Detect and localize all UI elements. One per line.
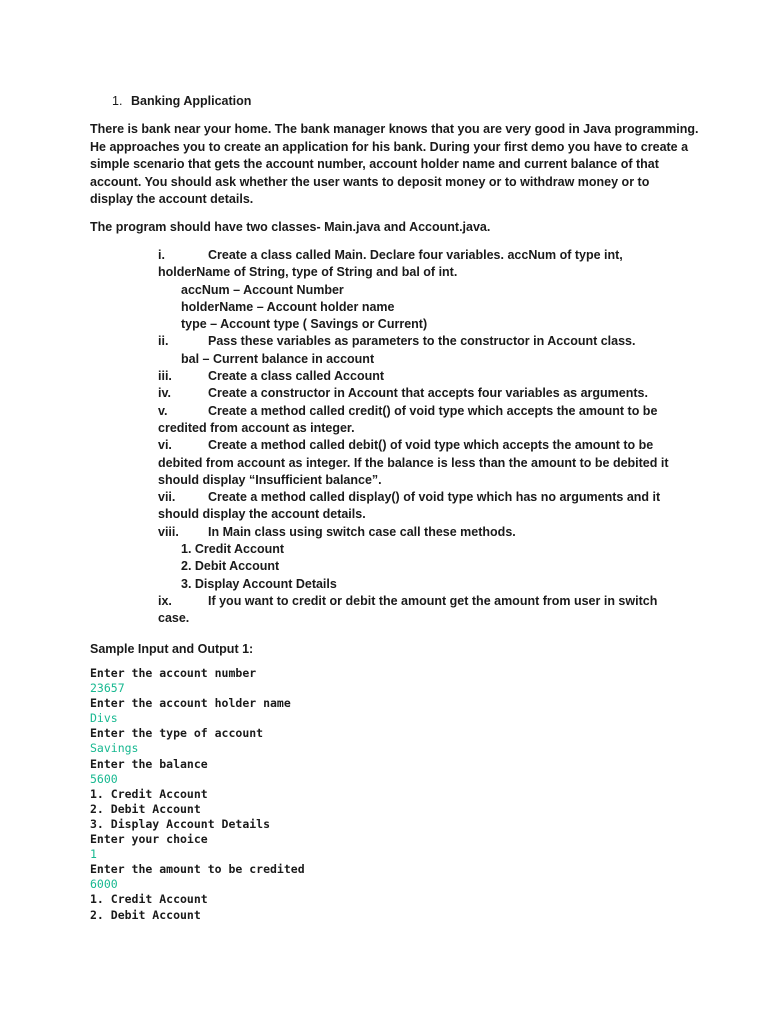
step-line bbox=[158, 541, 698, 558]
step-numeral: ix. bbox=[158, 593, 172, 608]
step-line bbox=[158, 593, 698, 610]
step-numeral: i. bbox=[158, 248, 165, 262]
sample-output-line: 2. Debit Account bbox=[90, 907, 201, 922]
sample-output-line: Enter your choice bbox=[90, 832, 208, 847]
step-line bbox=[158, 333, 698, 350]
sample-output-line: Enter the balance bbox=[90, 756, 208, 771]
step-text: case. bbox=[158, 611, 190, 626]
step-text: Create a constructor in Account that accepts four variables as arguments. bbox=[208, 386, 648, 401]
sample-output-line: 1. Credit Account bbox=[90, 892, 208, 907]
step-line bbox=[158, 576, 698, 593]
intro-line: He approaches you to create an application for his bank. During your first demo you have to create a bbox=[90, 139, 689, 154]
sample-io-block bbox=[90, 666, 305, 923]
step-text: holderName – Account holder name bbox=[181, 299, 395, 314]
instruction-steps bbox=[158, 247, 698, 628]
step-text: Create a class called Account bbox=[208, 369, 385, 384]
step-line bbox=[158, 247, 698, 264]
sample-output-line: 2. Debit Account bbox=[90, 801, 201, 816]
heading-number: 1. bbox=[112, 94, 123, 108]
step-line bbox=[158, 264, 698, 281]
sample-user-input: Divs bbox=[90, 711, 118, 726]
sample-output-line: Enter the type of account bbox=[90, 726, 264, 741]
step-text: 3. Display Account Details bbox=[181, 576, 337, 591]
step-text: 1. Credit Account bbox=[181, 542, 285, 557]
step-text: holderName of String, type of String and bal of int. bbox=[158, 265, 458, 280]
step-text: accNum – Account Number bbox=[181, 282, 344, 297]
step-line bbox=[158, 403, 698, 420]
step-text: should display the account details. bbox=[158, 507, 366, 522]
step-numeral: v. bbox=[158, 403, 168, 418]
sample-user-input: 5600 bbox=[90, 771, 118, 786]
step-text: Create a method called credit() of void type which accepts the amount to be bbox=[208, 403, 658, 418]
step-line bbox=[158, 299, 698, 316]
step-text: Create a method called debit() of void type which accepts the amount to be bbox=[208, 438, 654, 453]
step-numeral: viii. bbox=[158, 524, 179, 539]
intro-paragraph bbox=[90, 121, 699, 209]
step-text: Create a class called Main. Declare four variables. accNum of type int, bbox=[208, 248, 623, 262]
step-text: Create a method called display() of void type which has no arguments and it bbox=[208, 490, 661, 505]
step-line bbox=[158, 558, 698, 575]
intro-line: account. You should ask whether the user wants to deposit money or to withdraw money or to bbox=[90, 174, 650, 189]
step-numeral: vi. bbox=[158, 438, 172, 453]
intro-line: simple scenario that gets the account number, account holder name and current balance of that bbox=[90, 157, 659, 172]
sample-output-line: Enter the account holder name bbox=[90, 696, 291, 711]
step-line bbox=[158, 472, 698, 489]
step-text: Pass these variables as parameters to the constructor in Account class. bbox=[208, 334, 636, 349]
sample-user-input: 23657 bbox=[90, 681, 125, 696]
step-text: should display “Insufficient balance”. bbox=[158, 472, 382, 487]
step-line bbox=[158, 420, 698, 437]
step-line bbox=[158, 368, 698, 385]
step-line bbox=[158, 610, 698, 627]
step-line bbox=[158, 437, 698, 454]
step-text: bal – Current balance in account bbox=[181, 351, 375, 366]
step-numeral: vii. bbox=[158, 490, 176, 505]
sample-user-input: 1 bbox=[90, 847, 97, 862]
step-text: debited from account as integer. If the balance is less than the amount to be debited it bbox=[158, 455, 669, 470]
sample-user-input: Savings bbox=[90, 741, 139, 756]
step-line bbox=[158, 524, 698, 541]
classes-paragraph: The program should have two classes- Main.java and Account.java. bbox=[90, 220, 491, 234]
intro-line: There is bank near your home. The bank manager knows that you are very good in Java programming. bbox=[90, 122, 699, 136]
step-numeral: iv. bbox=[158, 386, 171, 401]
sample-output-line: Enter the account number bbox=[90, 666, 257, 680]
sample-output-line: 1. Credit Account bbox=[90, 786, 208, 801]
step-text: 2. Debit Account bbox=[181, 559, 280, 574]
sample-heading: Sample Input and Output 1: bbox=[90, 642, 254, 656]
step-line bbox=[158, 385, 698, 402]
sample-output-line: 3. Display Account Details bbox=[90, 816, 271, 831]
sample-user-input: 6000 bbox=[90, 877, 118, 892]
step-numeral: ii. bbox=[158, 334, 169, 349]
step-line bbox=[158, 489, 698, 506]
step-line bbox=[158, 316, 698, 333]
step-line bbox=[158, 351, 698, 368]
sample-output-line: Enter the amount to be credited bbox=[90, 862, 305, 877]
step-text: type – Account type ( Savings or Current) bbox=[181, 317, 428, 332]
step-text: If you want to credit or debit the amount get the amount from user in switch bbox=[208, 593, 658, 608]
heading-title: Banking Application bbox=[131, 94, 252, 108]
step-line bbox=[158, 506, 698, 523]
step-numeral: iii. bbox=[158, 369, 172, 384]
step-text: In Main class using switch case call these methods. bbox=[208, 524, 516, 539]
step-line bbox=[158, 282, 698, 299]
intro-line: display the account details. bbox=[90, 192, 254, 207]
step-text: credited from account as integer. bbox=[158, 420, 355, 435]
step-line bbox=[158, 455, 698, 472]
section-heading bbox=[112, 94, 251, 108]
